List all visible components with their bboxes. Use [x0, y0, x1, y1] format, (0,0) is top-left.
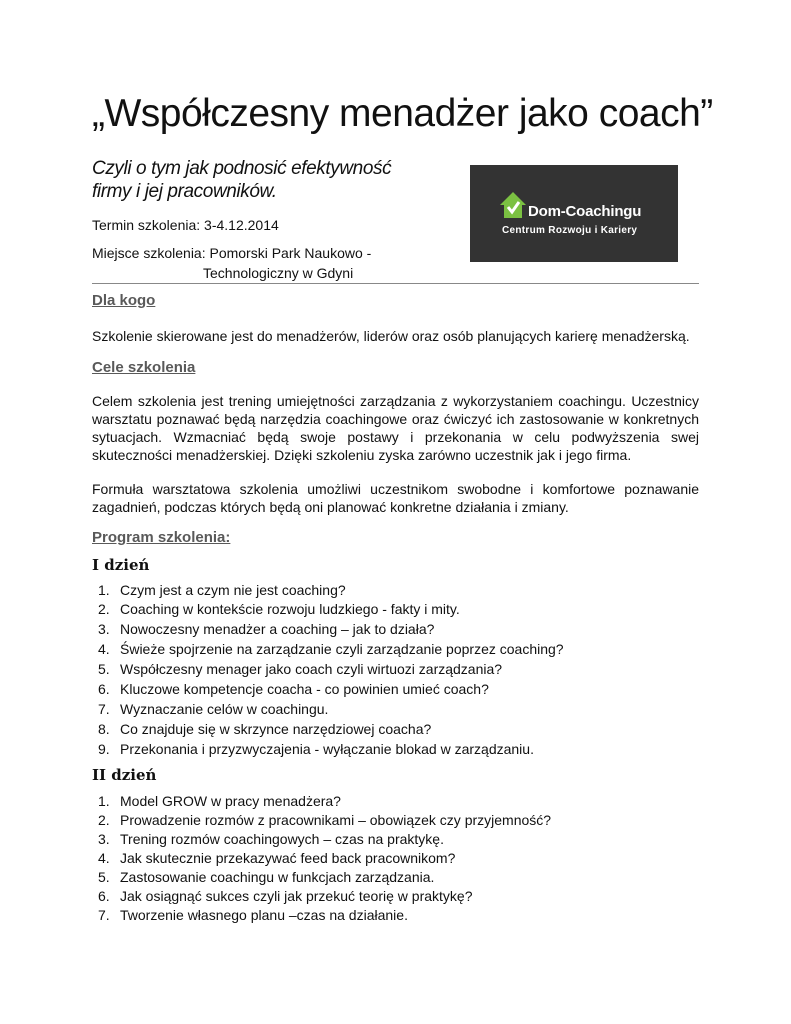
- training-place-line2: Technologiczny w Gdyni: [203, 265, 354, 281]
- day-1-list: [92, 580, 564, 759]
- list-item: 7. Tworzenie własnego planu –czas na działanie.: [98, 907, 408, 924]
- training-place-line1: Miejsce szkolenia: Pomorski Park Naukowo -: [92, 245, 372, 261]
- list-item: 1. Model GROW w pracy menadżera?: [98, 792, 341, 809]
- for-whom-text: Szkolenie skierowane jest do menadżerów, liderów oraz osób planujących karierę menadżerską.: [92, 328, 690, 344]
- list-item: 1. Czym jest a czym nie jest coaching?: [98, 581, 346, 598]
- goals-paragraph-2: Formuła warsztatowa szkolenia umożliwi uczestnikom swobodne i komfortowe poznawanie zagadnień, podczas których będą oni planować konkretne działania i zmiany.: [92, 481, 699, 515]
- document-subtitle: Czyli o tym jak podnosić efektywność firmy i jej pracowników.: [92, 158, 392, 202]
- logo-tagline: Centrum Rozwoju i Kariery: [502, 225, 638, 236]
- company-logo: [470, 165, 678, 262]
- list-item: 6. Kluczowe kompetencje coacha - co powinien umieć coach?: [98, 681, 489, 698]
- list-item: 9. Przekonania i przyzwyczajenia - wyłączanie blokad w zarządzaniu.: [98, 741, 534, 758]
- day-2-list: [92, 791, 551, 925]
- list-item: 7. Wyznaczanie celów w coachingu.: [98, 701, 329, 718]
- section-heading-goals: Cele szkolenia: [92, 359, 196, 376]
- goals-paragraph-1: Celem szkolenia jest trening umiejętności zarządzania z wykorzystaniem coachingu. Uczestnicy warsztatu poznawać będą narzędzia coachingowe oraz ćwiczyć ich zastosowanie w konkretnych sytuacjach. Wzmacniać będą swoje postawy i przekonania w celu podwyższenia swej skuteczności menadżerskiej. Dzięki szkoleniu zyska zarówno uczestnik jak i jego firma.: [92, 393, 699, 463]
- list-item: 8. Co znajduje się w skrzynce narzędziowej coacha?: [98, 720, 432, 737]
- list-item: 4. Jak skutecznie przekazywać feed back pracownikom?: [98, 849, 456, 866]
- house-icon: [498, 190, 528, 225]
- list-item: 2. Prowadzenie rozmów z pracownikami – obowiązek czy przyjemność?: [98, 811, 552, 828]
- section-heading-for-whom: Dla kogo: [92, 292, 156, 309]
- list-item: 4. Świeże spojrzenie na zarządzanie czyli zarządzanie poprzez coaching?: [98, 641, 564, 658]
- list-item: 3. Trening rozmów coachingowych – czas na praktykę.: [98, 830, 444, 847]
- header-divider: [92, 283, 699, 284]
- training-date: Termin szkolenia: 3-4.12.2014: [92, 217, 279, 233]
- list-item: 5. Zastosowanie coachingu w funkcjach zarządzania.: [98, 868, 435, 885]
- logo-name: Dom-Coachingu: [528, 203, 642, 220]
- list-item: 3. Nowoczesny menadżer a coaching – jak to działa?: [98, 620, 435, 637]
- day-1-heading: I dzień: [92, 556, 150, 574]
- section-heading-program: Program szkolenia:: [92, 529, 231, 546]
- list-item: 5. Współczesny menager jako coach czyli wirtuozi zarządzania?: [98, 661, 503, 678]
- list-item: 6. Jak osiągnąć sukces czyli jak przekuć teorię w praktykę?: [98, 888, 473, 905]
- list-item: 2. Coaching w kontekście rozwoju ludzkiego - fakty i mity.: [98, 601, 460, 618]
- day-2-heading: II dzień: [92, 766, 157, 784]
- document-title: „Współczesny menadżer jako coach”: [92, 92, 713, 135]
